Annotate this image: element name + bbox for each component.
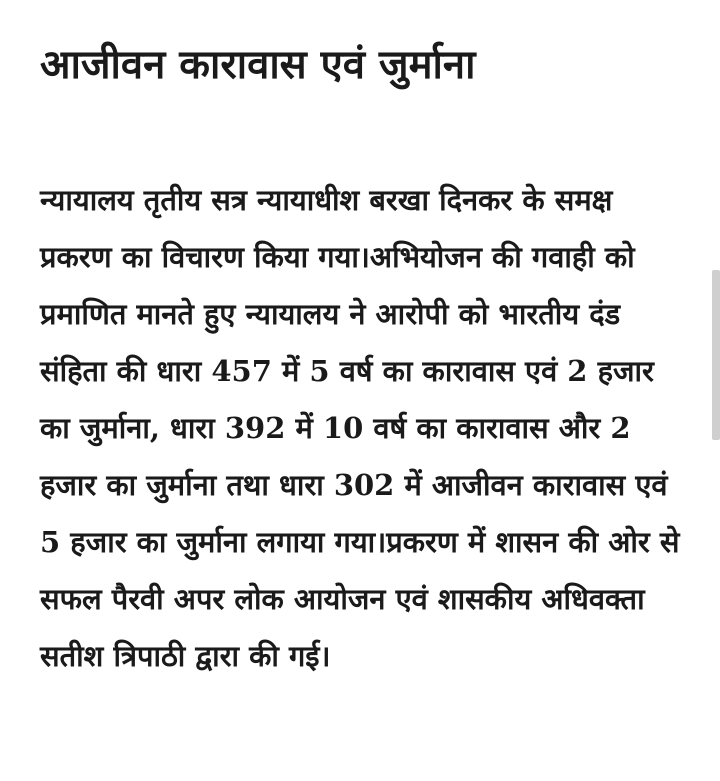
- article-title: आजीवन कारावास एवं जुर्माना: [40, 42, 476, 88]
- scrollbar[interactable]: [712, 270, 720, 440]
- article: [40, 40, 690, 685]
- article-body: न्यायालय तृतीय सत्र न्यायाधीश बरखा दिनकर के समक्ष प्रकरण का विचारण किया गया।अभियोजन की गवाही को प्रमाणित मानते हुए न्यायालय ने आरोपी को भारतीय दंड संहिता की धारा 457 में 5 वर्ष का कारावास एवं 2 हजार का जुर्माना, धारा 392 में 10 वर्ष का कारावास और 2 हजार का जुर्माना तथा धारा 302 में आजीवन कारावास एवं 5 हजार का जुर्माना लगाया गया।प्रकरण में शासन की ओर से सफल पैरवी अपर लोक आयोजन एवं शासकीय अधिवक्ता सतीश त्रिपाठी द्वारा की गई।: [40, 183, 680, 673]
